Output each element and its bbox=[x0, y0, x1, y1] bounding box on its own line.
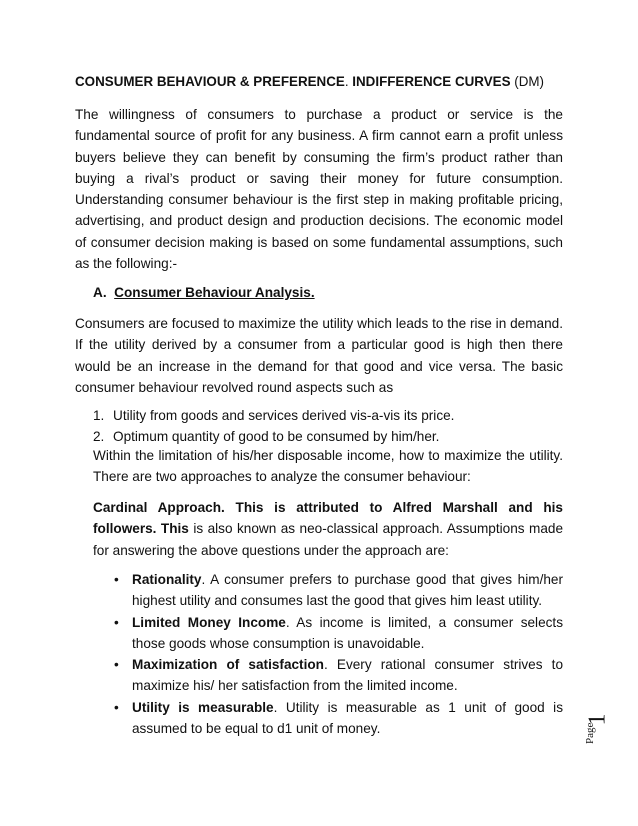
list-item-number: 2. bbox=[93, 429, 105, 445]
bullet-icon: • bbox=[114, 572, 119, 587]
page-number-mark bbox=[584, 706, 624, 766]
title-part3: (DM) bbox=[510, 74, 544, 89]
assumption-term: Rationality bbox=[132, 572, 202, 587]
list-item-text: Utility from goods and services derived vis-a-vis its price. bbox=[113, 408, 455, 423]
title-separator: . bbox=[344, 74, 353, 89]
cardinal-approach-paragraph bbox=[93, 497, 563, 561]
section-a-marker: A. bbox=[93, 285, 107, 300]
page-label: Page bbox=[584, 722, 596, 744]
assumption-term: Maximization of satisfaction bbox=[132, 657, 324, 673]
bullet-icon: • bbox=[114, 614, 119, 630]
assumption-term: Limited Money Income bbox=[132, 614, 286, 630]
bullet-icon: • bbox=[114, 657, 119, 673]
assumption-text: . Utility is measurable as 1 unit of good is assumed to be equal to d1 unit of money. bbox=[132, 699, 563, 737]
list-item bbox=[93, 405, 563, 426]
list-item bbox=[93, 569, 563, 612]
cardinal-approach-text: is also known as neo-classical approach. Assumptions made for answering the above questions under the approach are: bbox=[93, 521, 564, 558]
list-item-number: 1. bbox=[93, 408, 105, 423]
list-item bbox=[93, 612, 563, 655]
list-item bbox=[93, 697, 563, 740]
section-a-title: Consumer Behaviour Analysis. bbox=[114, 285, 315, 300]
document-title bbox=[75, 74, 544, 89]
intro-paragraph: The willingness of consumers to purchase a product or service is the fundamental source of profit for any business. A firm cannot earn a profit unless buyers believe they can benefit by consuming the firm’s product rather than buying a rival’s product or saving their money for future consumption. Understanding consumer behaviour is the first step in making profitable pricing, advertising, and product design and production decisions. The economic model of consumer decision making is based on some fundamental assumptions, such as the following:- bbox=[75, 107, 563, 272]
title-part1: CONSUMER BEHAVIOUR & PREFERENCE bbox=[75, 74, 345, 89]
section-a-paragraph: Consumers are focused to maximize the utility which leads to the rise in demand. If the utility derived by a consumer from a particular good is high then there would be an increase in the demand for that good and vice versa. The basic consumer behaviour revolved round aspects such as bbox=[75, 316, 563, 395]
page-number: 1 bbox=[584, 713, 611, 726]
assumptions-list bbox=[93, 569, 563, 739]
list-item bbox=[93, 654, 563, 697]
assumption-term: Utility is measurable bbox=[132, 699, 274, 715]
assumption-text: . As income is limited, a consumer selects those goods whose consumption is unavoidable. bbox=[132, 614, 564, 651]
list-item-text: Optimum quantity of good to be consumed by him/her. bbox=[113, 429, 440, 445]
assumption-text: . Every rational consumer strives to maximize his/ her satisfaction from the limited income. bbox=[132, 657, 564, 694]
title-part2: INDIFFERENCE CURVES bbox=[352, 74, 511, 89]
section-a-heading bbox=[93, 285, 315, 300]
bullet-icon: • bbox=[114, 699, 119, 715]
assumption-text: . A consumer prefers to purchase good that gives him/her highest utility and consumes last the good that gives him least utility. bbox=[132, 572, 563, 609]
cardinal-approach-heading: Cardinal Approach. This is attributed to Alfred Marshall and his followers. This bbox=[93, 500, 563, 537]
limitation-paragraph: Within the limitation of his/her disposable income, how to maximize the utility. There are two approaches to analyze the consumer behaviour: bbox=[93, 448, 563, 485]
aspects-list bbox=[93, 405, 563, 448]
